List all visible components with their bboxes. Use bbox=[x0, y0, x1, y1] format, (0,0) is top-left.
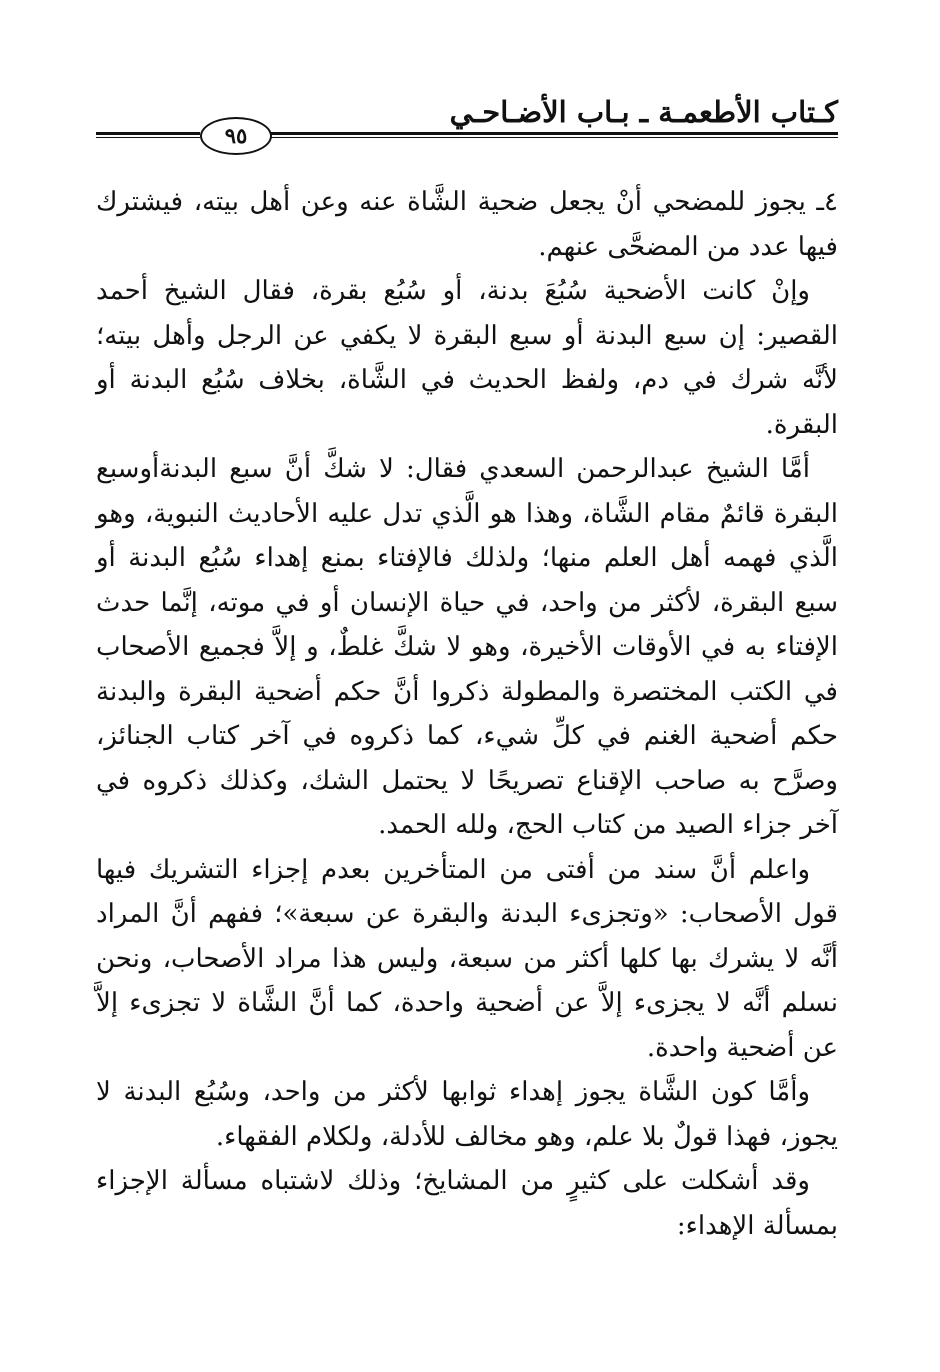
paragraph-point-4: ٤ـ يجوز للمضحي أنْ يجعل ضحية الشَّاة عنه وعن أهل بيته، فيشترك فيها عدد من المضحَّى عنهم. bbox=[96, 187, 838, 262]
header-rule-left bbox=[96, 132, 200, 135]
paragraph-qasir-opinion: وإنْ كانت الأضحية سُبُعَ بدنة، أو سُبُع بقرة، فقال الشيخ أحمد القصير: إن سبع البدنة أو سبع البقرة لا يكفي عن الرجل وأهل بيته؛ لأنَّه شرك في دم، ولفظ الحديث في الشَّاة، بخلاف سُبُع البدنة أو البقرة. bbox=[96, 276, 838, 440]
paragraph-confusion: وقد أشكلت على كثيرٍ من المشايخ؛ وذلك لاشتباه مسألة الإجزاء بمسألة الإهداء: bbox=[96, 1166, 838, 1241]
header-rule-right-thin bbox=[270, 137, 838, 138]
body-text bbox=[96, 180, 838, 1248]
header-rule-right bbox=[270, 132, 838, 135]
header-rule-left-thin bbox=[96, 137, 200, 138]
running-title: كـتاب الأطعمـة ـ بـاب الأضـاحـي bbox=[449, 95, 838, 129]
page-number: ٩٥ bbox=[200, 117, 272, 155]
paragraph-saadi-opinion: أمَّا الشيخ عبدالرحمن السعدي فقال: لا شكَّ أنَّ سبع البدنةأوسبع البقرة قائمٌ مقام الشَّاة، وهذا هو الَّذي تدل عليه الأحاديث النبوية، وهو الَّذي فهمه أهل العلم منها؛ ولذلك فالإفتاء بمنع إهداء سُبُع البدنة أو سبع البقرة، لأكثر من واحد، في حياة الإنسان أو في موته، إنَّما حدث الإفتاء به في الأوقات الأخيرة، وهو لا شكَّ غلطٌ، و إلاَّ فجميع الأصحاب في الكتب المختصرة والمطولة ذكروا أنَّ حكم أضحية البقرة والبدنة حكم أضحية الغنم في كلِّ شيء، كما ذكروه في آخر كتاب الجنائز، وصرَّح به صاحب الإقناع تصريحًا لا يحتمل الشك، وكذلك ذكروه في آخر جزاء الصيد من كتاب الحج، ولله الحمد. bbox=[96, 454, 838, 840]
page-header bbox=[96, 92, 838, 162]
paragraph-sheep-reward: وأمَّا كون الشَّاة يجوز إهداء ثوابها لأكثر من واحد، وسُبُع البدنة لا يجوز، فهذا قولٌ بلا علم، وهو مخالف للأدلة، ولكلام الفقهاء. bbox=[96, 1077, 838, 1152]
paragraph-basis-of-fatwa: واعلم أنَّ سند من أفتى من المتأخرين بعدم إجزاء التشريك فيها قول الأصحاب: «وتجزىء البدنة والبقرة عن سبعة»؛ ففهم أنَّ المراد أنَّه لا يشرك بها كلها أكثر من سبعة، وليس هذا مراد الأصحاب، ونحن نسلم أنَّه لا يجزىء إلاَّ عن أضحية واحدة، كما أنَّ الشَّاة لا تجزىء إلاَّ عن أضحية واحدة. bbox=[96, 854, 838, 1063]
